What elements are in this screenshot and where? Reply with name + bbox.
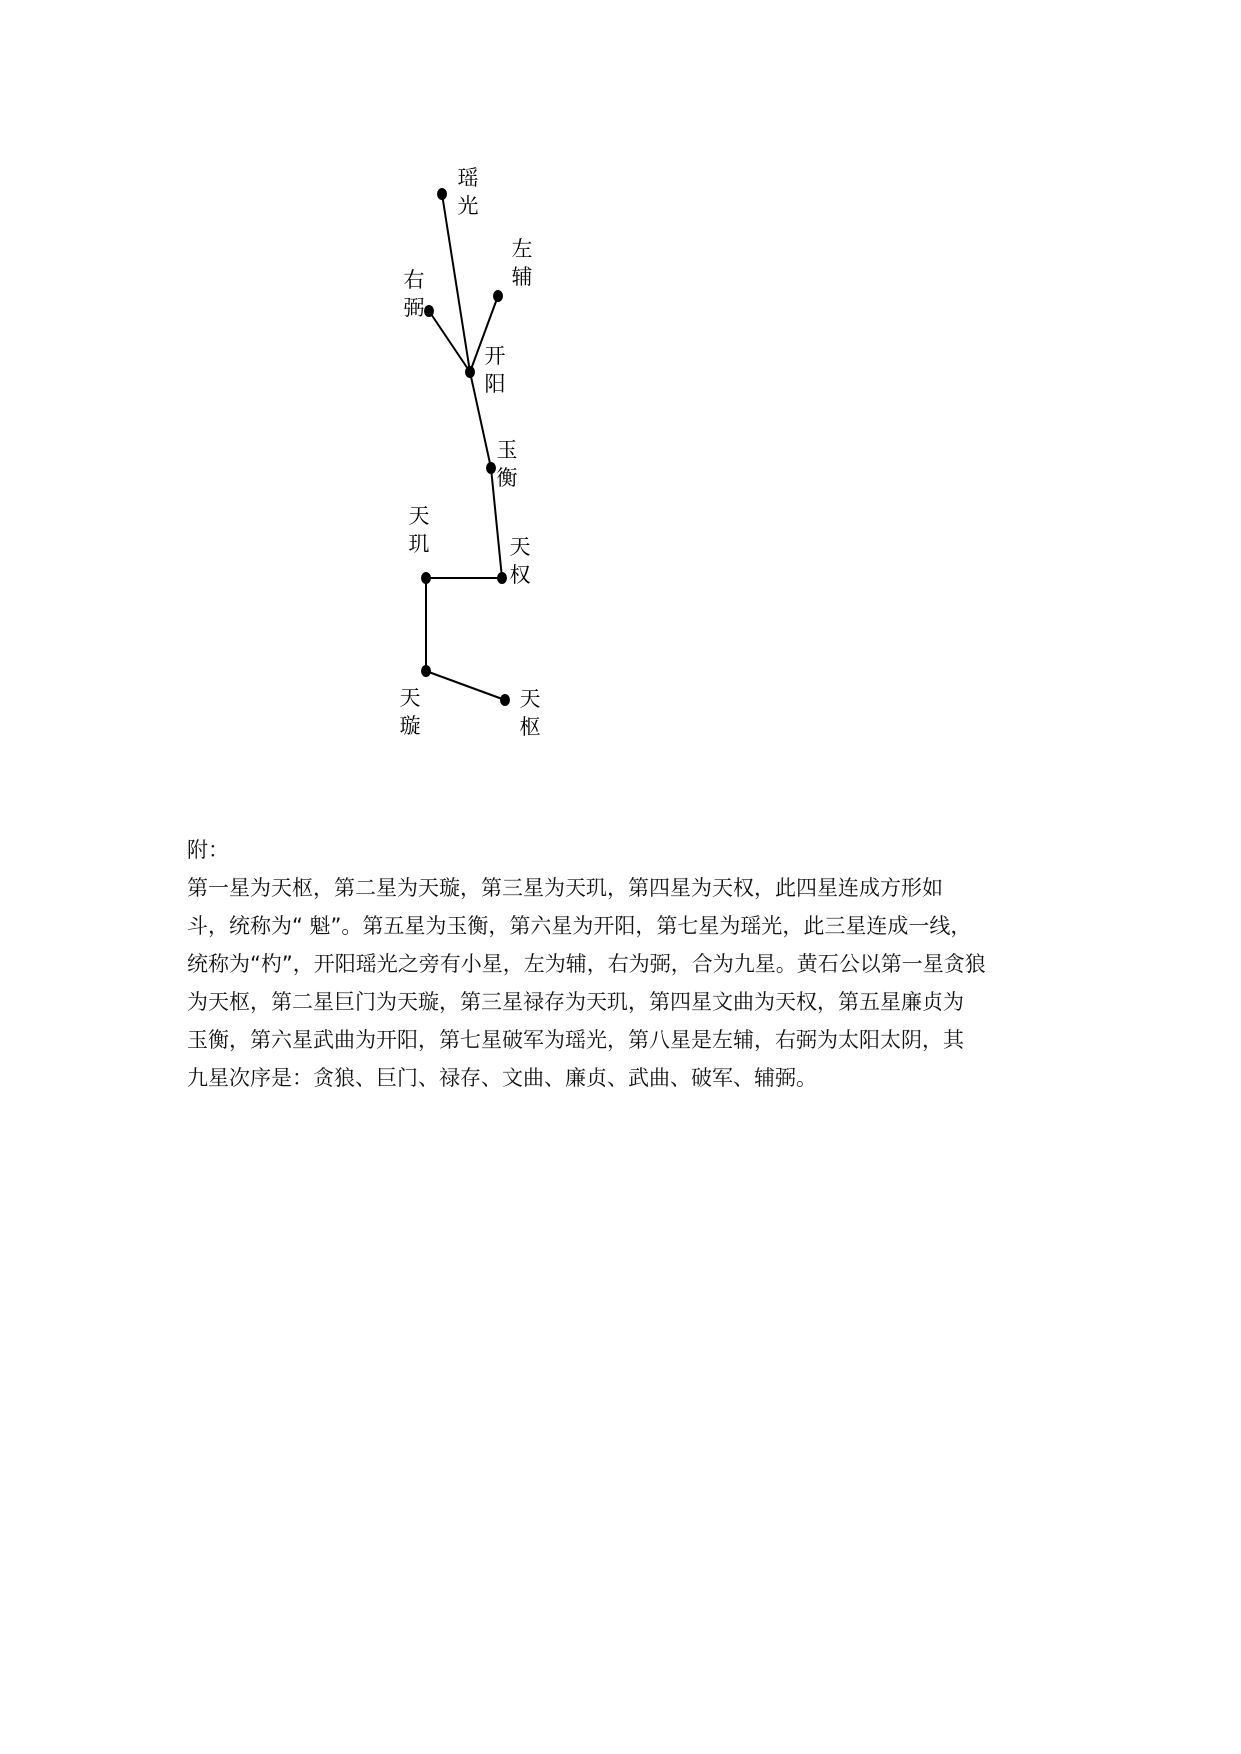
star-label-kaiyang: 开阳	[484, 344, 506, 396]
star-dot-zuofu	[493, 290, 503, 302]
notes-line: 第一星为天枢，第二星为天璇，第三星为天玑，第四星为天权，此四星连成方形如	[187, 876, 943, 900]
star-label-tianxuan: 天璇	[399, 686, 421, 738]
notes-line: 为天枢，第二星巨门为天璇，第三星禄存为天玑，第四星文曲为天权，第五星廉贞为	[187, 990, 964, 1014]
notes-section	[187, 831, 1067, 1097]
connection-line-tianxuan-tianshu	[426, 671, 505, 700]
star-dot-tianshu	[500, 694, 510, 706]
notes-line: 玉衡，第六星武曲为开阳，第七星破军为瑶光，第八星是左辅，右弼为太阳太阴，其	[187, 1028, 964, 1052]
notes-line: 九星次序是：贪狼、巨门、禄存、文曲、廉贞、武曲、破军、辅弼。	[187, 1066, 817, 1090]
star-label-tianji: 天玑	[408, 504, 430, 556]
notes-line: 斗，统称为“ 魁”。第五星为玉衡，第六星为开阳，第七星为瑶光，此三星连成一线，	[187, 914, 972, 938]
star-dot-tianquan	[497, 572, 507, 584]
star-dot-kaiyang	[465, 366, 475, 378]
notes-heading: 附：	[187, 838, 229, 862]
notes-line: 统称为“杓”，开阳瑶光之旁有小星，左为辅，右为弼，合为九星。黄石公以第一星贪狼	[187, 952, 986, 976]
star-label-tianquan: 天权	[509, 535, 531, 587]
star-label-yuheng: 玉衡	[496, 438, 518, 490]
star-dot-tianji	[421, 572, 431, 584]
big-dipper-diagram	[0, 0, 1241, 760]
notes-paragraph	[187, 869, 1067, 1097]
star-label-youbi: 右弼	[403, 268, 425, 320]
connection-line-yaoguang-kaiyang	[442, 194, 470, 372]
star-dot-tianxuan	[421, 665, 431, 677]
star-label-zuofu: 左辅	[511, 237, 533, 289]
star-map	[0, 0, 1241, 760]
star-label-yaoguang: 瑶光	[457, 166, 479, 218]
star-label-tianshu: 天枢	[519, 687, 541, 739]
constellation-lines	[426, 194, 505, 700]
star-dot-yaoguang	[437, 188, 447, 200]
connection-line-youbi-kaiyang	[429, 311, 470, 372]
